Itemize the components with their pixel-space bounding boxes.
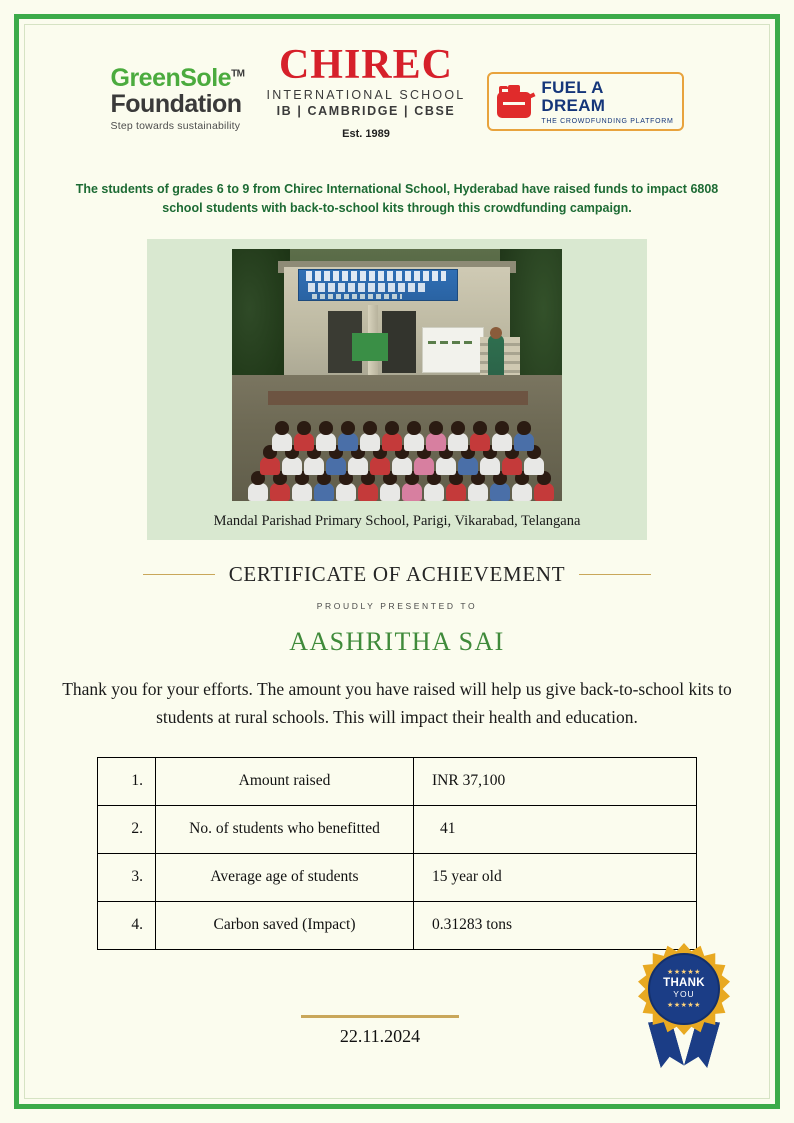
row-label: Amount raised <box>156 757 414 805</box>
presented-to-label: PROUDLY PRESENTED TO <box>316 600 478 611</box>
greensole-logo <box>111 44 245 132</box>
school-assembly-photo <box>232 249 562 501</box>
certificate-date: 22.11.2024 <box>339 1026 421 1046</box>
chirec-subtitle: INTERNATIONAL SCHOOL <box>266 88 466 102</box>
certificate-title-row <box>34 562 760 587</box>
row-label: Average age of students <box>156 853 414 901</box>
chirec-name: CHIREC <box>278 42 453 88</box>
impact-facts-table <box>97 757 697 950</box>
row-label: No. of students who benefitted <box>156 805 414 853</box>
seal-you-text: YOU <box>673 989 695 999</box>
row-number: 1. <box>98 757 156 805</box>
table-row <box>98 757 697 805</box>
table-row <box>98 853 697 901</box>
rule-left <box>143 574 215 576</box>
certificate-content <box>34 34 760 1089</box>
chirec-logo <box>267 44 466 140</box>
greensole-tm: TM <box>231 68 245 80</box>
seal-thank-text: THANK <box>663 977 705 989</box>
row-number: 2. <box>98 805 156 853</box>
chirec-boards: IB | CAMBRIDGE | CBSE <box>276 103 456 118</box>
fuel-wordmark <box>541 79 673 125</box>
date-block <box>280 1015 480 1047</box>
fuel-line2: DREAM <box>541 95 606 115</box>
logo-row <box>34 34 760 154</box>
row-value: INR 37,100 <box>414 757 697 805</box>
stars-top-icon: ★★★★★ <box>667 968 701 976</box>
fuel-a-dream-logo <box>487 72 683 131</box>
row-value: 41 <box>414 805 697 853</box>
recipient-name: AASHRITHA SAI <box>289 626 505 656</box>
fuel-line1: FUEL A <box>541 78 604 97</box>
fuel-tagline: THE CROWDFUNDING PLATFORM <box>541 117 674 125</box>
thank-you-message: Thank you for your efforts. The amount you have raised will help us give back-to-school kits to students at rural schools. This will impact their health and education. <box>62 678 732 727</box>
row-label: Carbon saved (Impact) <box>156 901 414 949</box>
row-value: 0.31283 tons <box>414 901 697 949</box>
thank-you-seal <box>634 939 734 1069</box>
chirec-established: Est. 1989 <box>342 128 390 140</box>
row-number: 3. <box>98 853 156 901</box>
table-row <box>98 901 697 949</box>
photo-block <box>147 239 647 540</box>
greensole-tagline: Step towards sustainability <box>110 120 241 132</box>
footer <box>34 955 760 1075</box>
intro-text: The students of grades 6 to 9 from Chirec International School, Hyderabad have raised funds to impact 6808 school students with back-to-school kits through this crowdfunding campaign. <box>75 182 719 216</box>
seal-disc <box>648 953 720 1025</box>
greensole-name-green: GreenSole <box>110 64 232 92</box>
row-value: 15 year old <box>414 853 697 901</box>
date-rule <box>301 1015 459 1018</box>
rule-right <box>579 574 651 576</box>
certificate-title: CERTIFICATE OF ACHIEVEMENT <box>228 561 566 586</box>
photo-caption: Mandal Parishad Primary School, Parigi, Vikarabad, Telangana <box>213 512 581 529</box>
greensole-wordmark <box>111 66 245 91</box>
stars-bottom-icon: ★★★★★ <box>667 1001 701 1009</box>
greensole-foundation: Foundation <box>110 90 242 118</box>
table-row <box>98 805 697 853</box>
row-number: 4. <box>98 901 156 949</box>
fuel-can-icon <box>495 82 535 122</box>
